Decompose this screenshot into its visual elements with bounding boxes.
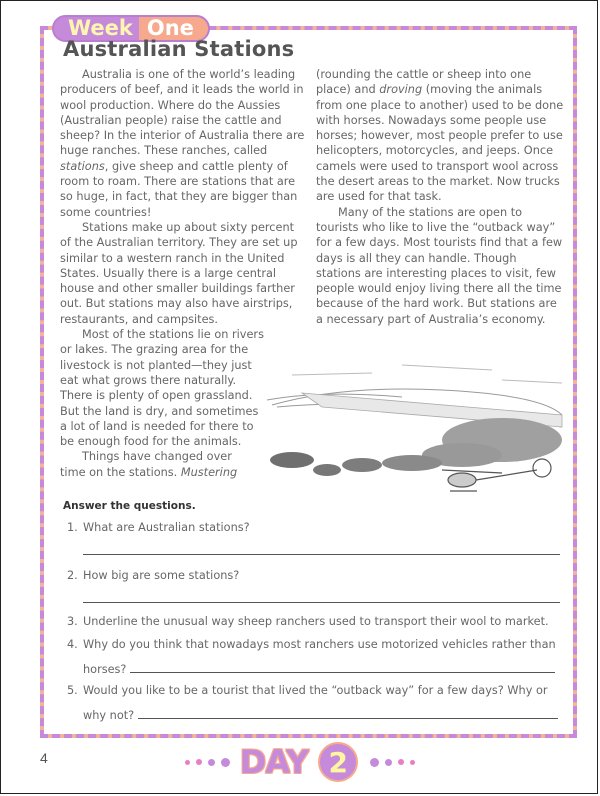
- term-italic: stations: [60, 159, 105, 173]
- day-number-badge: 2: [318, 742, 358, 782]
- paragraph: [60, 449, 250, 480]
- answer-line-1[interactable]: [83, 553, 560, 555]
- question-4: [63, 637, 563, 677]
- question-number: 3.: [67, 615, 78, 628]
- decorative-dot: [185, 760, 190, 765]
- passage-text: (moving the animals from one place to another) used to be done with horses. Nowadays some people use horses; however, most people prefer to use helicopters, motorcycles, and jeeps. Once camels were used to transport wool across the desert areas to the market. Now trucks are used for that task.: [316, 83, 564, 204]
- question-text: horses?: [83, 663, 127, 676]
- question-number: 1.: [67, 521, 78, 534]
- cattle-herd: [270, 418, 562, 476]
- week-label: Week: [54, 17, 139, 40]
- question-number: 2.: [67, 569, 78, 582]
- week-number-label: One: [139, 17, 208, 40]
- question-text: Would you like to be a tourist that lived the “outback way” for a few days? Why or: [83, 684, 548, 697]
- questions-section: [63, 500, 563, 723]
- question-text: why not?: [83, 709, 135, 722]
- passage-text: Things have changed over time on the stations.: [60, 450, 232, 479]
- question-text: What are Australian stations?: [83, 521, 250, 534]
- paragraph: [316, 67, 564, 205]
- paragraph: [60, 327, 265, 449]
- page-number: 4: [40, 750, 48, 766]
- paragraph: Many of the stations are open to tourists who like to live the “outback way” for a few days. Most tourists find that a few days is all they can handle. Though stations are interesting places to visit, few people would enjoy living there all the time because of the hard work. But stations are a necessary part of Australia’s economy.: [316, 205, 563, 326]
- decorative-dot: [196, 759, 202, 765]
- answer-line-2[interactable]: [83, 601, 560, 603]
- question-text: Underline the unusual way sheep ranchers used to transport their wool to market.: [83, 615, 549, 628]
- question-text: Why do you think that nowadays most ranchers use motorized vehicles rather than: [83, 638, 556, 651]
- day-banner: [150, 740, 450, 784]
- decorative-dot: [370, 758, 379, 767]
- passage-text: Australia is one of the world’s leading producers of beef, and it leads the world in wool production. Where do the Aussies (Australian people) raise the cattle and sheep? In the interior of Australia there are huge ranches. These ranches, called: [60, 68, 305, 158]
- question-text: How big are some stations?: [83, 569, 240, 582]
- passage-text: (rounding the cattle or sheep into one place) and: [316, 68, 532, 97]
- decorative-dot: [221, 758, 230, 767]
- decorative-dot: [208, 759, 215, 766]
- page-title: Australian Stations: [63, 37, 295, 61]
- day-label: DAY: [239, 743, 309, 781]
- decorative-dot: [385, 759, 392, 766]
- term-italic: Mustering: [180, 465, 238, 479]
- question-3: [63, 614, 563, 629]
- term-italic: droving: [379, 83, 423, 97]
- paragraph: Stations make up about sixty percent of the Australian territory. They are set up similar to a western ranch in the United States. Usually there is a large central house and other smaller buildings farther out. But stations may also have airstrips, restaurants, and campsites.: [60, 220, 298, 326]
- question-number: 5.: [67, 684, 78, 697]
- passage-right-column: [316, 67, 564, 327]
- passage-text: Most of the stations lie on rivers or lakes. The grazing area for the livestock is not planted—they just eat what grows there naturally. There is plenty of open grassland. But the land is dry, and sometimes a lot of land is needed for there to be enough food for the animals.: [60, 328, 264, 449]
- answer-line-5[interactable]: [138, 718, 558, 719]
- paragraph: [60, 67, 308, 220]
- instructions: Answer the questions.: [63, 500, 196, 512]
- question-text-continued: [83, 708, 563, 723]
- question-number: 4.: [67, 638, 78, 651]
- answer-line-4[interactable]: [130, 672, 555, 673]
- question-5: [63, 683, 563, 723]
- question-1: [63, 520, 563, 535]
- question-2: [63, 568, 563, 583]
- decorative-dot: [398, 759, 404, 765]
- question-text-continued: [83, 662, 563, 677]
- decorative-dot: [410, 760, 415, 765]
- passage-text: , give sheep and cattle plenty of room to roam. There are stations that are so huge, in fact, that they are bigger than some countries!: [60, 159, 298, 219]
- cattle-helicopter-illustration: [262, 345, 580, 500]
